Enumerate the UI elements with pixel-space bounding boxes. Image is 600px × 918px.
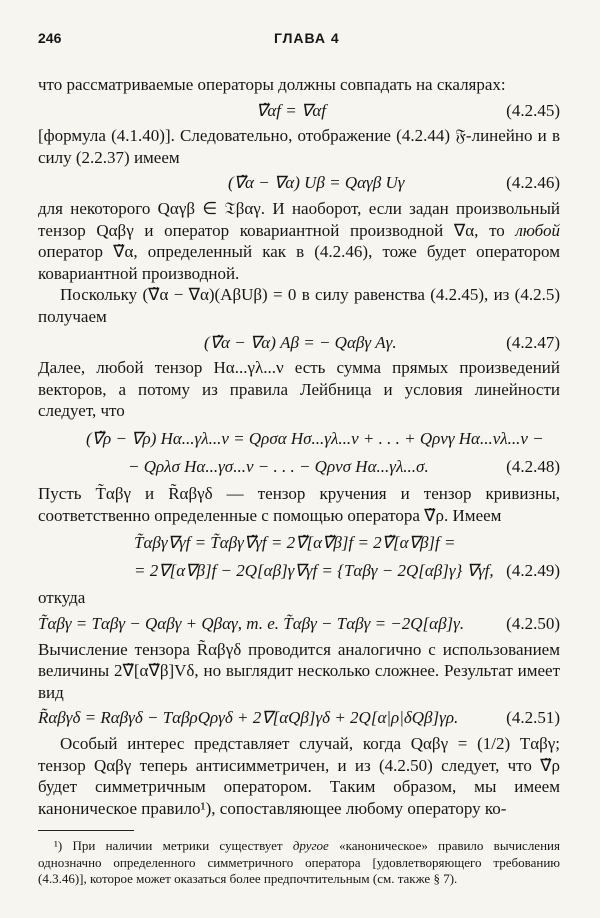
- equation-4-2-47: [38, 332, 560, 354]
- equation-number: (4.2.45): [506, 100, 560, 120]
- paragraph-3-text-b: оператор ∇̃α, определенный как в (4.2.46), тоже будет оператором ковариантной производной.: [38, 242, 560, 283]
- paragraph-5: Далее, любой тензор Hα...γλ...ν есть сумма прямых произведений векторов, а потому из правила Лейбница и условия линейности следует, что: [38, 358, 560, 421]
- equation-number: (4.2.48): [506, 456, 560, 476]
- chapter-title: ГЛАВА 4: [274, 30, 340, 46]
- equation-number: (4.2.49): [506, 560, 560, 580]
- equation-formula: T̃αβγ∇γf = T̃αβγ∇̃γf = 2∇̃[α∇̃β]f = 2∇̃[α∇β]f =: [134, 533, 456, 553]
- equation-4-2-46: [38, 172, 560, 194]
- paragraph-4: Поскольку (∇̃α − ∇α)(AβUβ) = 0 в силу равенства (4.2.45), из (4.2.5) получаем: [38, 285, 560, 326]
- equation-4-2-51: [38, 707, 560, 729]
- footnote-text-a: ¹) При наличии метрики существует: [54, 838, 293, 853]
- footnote: [38, 838, 560, 888]
- footnote-emphasis: другое: [292, 838, 329, 853]
- paragraph-2: [формула (4.1.40)]. Следовательно, отображение (4.2.44) 𝔉-линейно и в силу (2.2.37) имеем: [38, 126, 560, 167]
- paragraph-1: что рассматриваемые операторы должны совпадать на скалярах:: [38, 75, 506, 94]
- equation-formula: R̃αβγδ = Rαβγδ − TαβρQργδ + 2∇[αQβ]γδ + 2Q[α|ρ|δQβ]γρ.: [38, 708, 459, 728]
- paragraph-7: откуда: [38, 588, 86, 608]
- equation-4-2-48-line-1: [38, 428, 560, 450]
- page-number: 246: [38, 30, 62, 46]
- equation-formula: ∇̃αf = ∇αf: [256, 100, 327, 120]
- equation-4-2-50: [38, 613, 560, 635]
- equation-formula: = 2∇[α∇β]f − 2Q[αβ]γ∇γf = {Tαβγ − 2Q[αβ]γ} ∇γf,: [134, 560, 494, 580]
- paragraph-3-text-a: для некоторого Qαγβ ∈ 𝔗βαγ. И наоборот, если задан произвольный тензор Qαβγ и оператор ковариантной производной ∇α, то: [38, 198, 560, 240]
- equation-formula: − Qρλσ Hα...γσ...ν − . . . − Qρνσ Hα...γλ...σ.: [128, 456, 429, 476]
- equation-4-2-49-line-2: [38, 560, 560, 582]
- footnote-divider: [38, 830, 134, 831]
- equation-number: (4.2.46): [506, 173, 560, 193]
- paragraph-6: Пусть T̃αβγ и R̃αβγδ — тензор кручения и тензор кривизны, соответственно определенные с помощью оператора ∇̃ρ. Имеем: [38, 484, 560, 525]
- footnote-text-b: «каноническое» правило вычисления однозначно определенного симметричного оператора [удовлетворяющего требованию (4.3.46)], которое может оказаться более предпочтительным (см. также § 7).: [38, 838, 560, 886]
- equation-4-2-48-line-2: [38, 456, 560, 478]
- equation-number: (4.2.47): [506, 332, 560, 352]
- equation-4-2-45: [38, 100, 560, 122]
- equation-4-2-49-line-1: [38, 532, 560, 554]
- running-head: [38, 30, 558, 50]
- equation-formula: (∇̃α − ∇α) Uβ = Qαγβ Uγ: [228, 173, 405, 193]
- paragraph-9: Особый интерес представляет случай, когда Qαβγ = (1/2) Tαβγ; тензор Qαβγ теперь антисимметричен, и из (4.2.50) следует, что ∇̃ρ будет симметричным оператором. Таким образом, мы имеем каноническое правило¹), сопоставляющее любому оператору ко-: [38, 734, 560, 818]
- equation-formula: (∇̃α − ∇α) Aβ = − Qαβγ Aγ.: [204, 332, 397, 352]
- equation-formula: T̃αβγ = Tαβγ − Qαβγ + Qβαγ, т. е. T̃αβγ − Tαβγ = −2Q[αβ]γ.: [38, 614, 465, 634]
- footnote-text: [38, 838, 560, 888]
- equation-number: (4.2.51): [506, 708, 560, 728]
- paragraph-3: [38, 198, 560, 284]
- paragraph-8: Вычисление тензора R̃αβγδ проводится аналогично с использованием величины 2∇̃[α∇̃β]Vδ, но выглядит несколько сложнее. Результат имеет вид: [38, 639, 560, 702]
- equation-formula: (∇̃ρ − ∇ρ) Hα...γλ...ν = Qρσα Hσ...γλ...ν + . . . + Qρνγ Hα...νλ...ν −: [86, 428, 544, 448]
- main-text: [38, 74, 560, 819]
- equation-number: (4.2.50): [506, 614, 560, 634]
- emphasis-word: любой: [515, 220, 560, 240]
